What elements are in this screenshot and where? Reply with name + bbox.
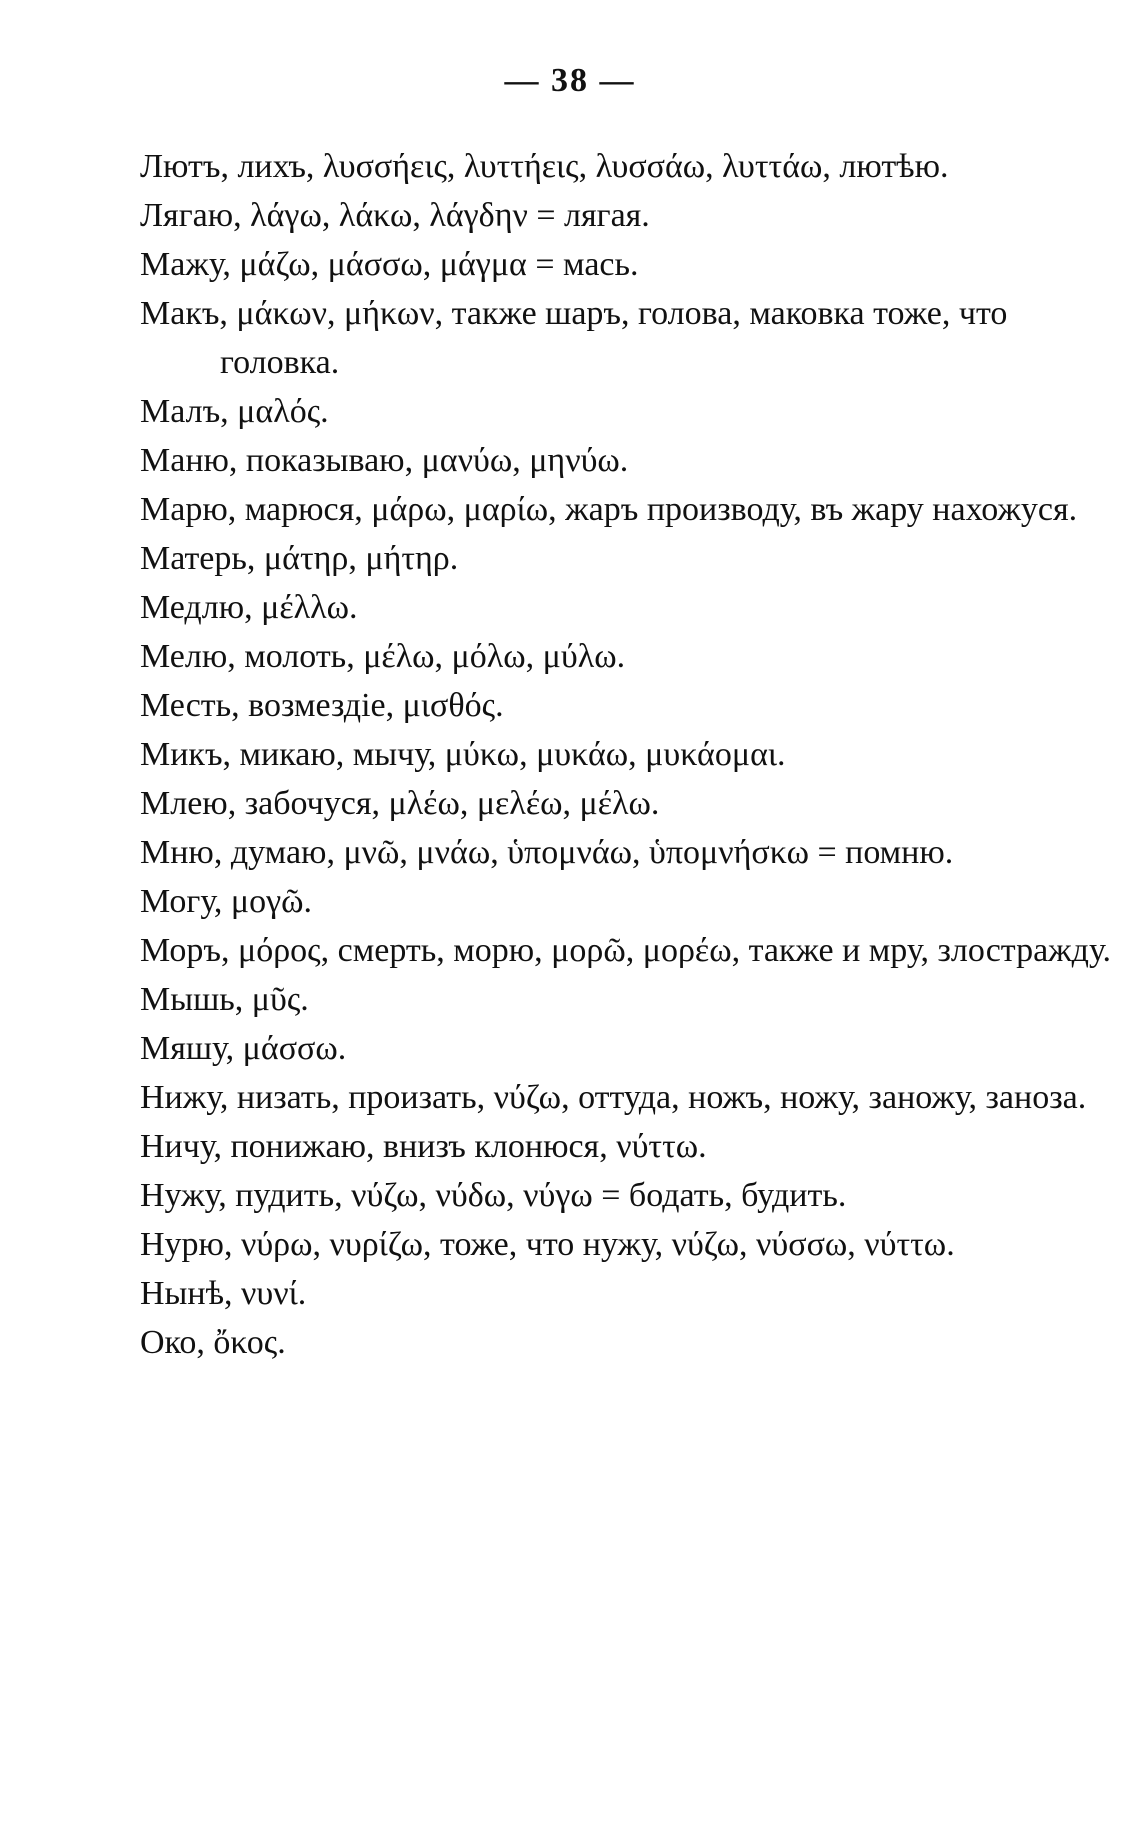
- dictionary-entry: Лягаю, λάγω, λάκω, λάγδην = лягая.: [140, 197, 650, 234]
- dictionary-entry: Нурю, νύρω, νυρίζω, тоже, что нужу, νύζω, νύσσω, νύττω.: [140, 1226, 955, 1263]
- dictionary-entries: [140, 142, 1130, 1367]
- dictionary-entry: Марю, марюся, μάρω, μαρίω, жаръ производу, въ жару нахожуся.: [140, 491, 1078, 528]
- dictionary-entry: Малъ, μαλός.: [140, 393, 329, 430]
- dictionary-entry: Маню, показываю, μανύω, μηνύω.: [140, 442, 629, 479]
- dictionary-entry: Макъ, μάκων, μήκων, также шаръ, голова, маковка тоже, что головка.: [140, 295, 1008, 381]
- dictionary-entry: Медлю, μέλλω.: [140, 589, 358, 626]
- dictionary-entry: Млею, забочуся, μλέω, μελέω, μέλω.: [140, 785, 660, 822]
- dictionary-entry: Мелю, молоть, μέλω, μόλω, μύλω.: [140, 638, 626, 675]
- dictionary-entry: Око, ὄκος.: [140, 1324, 286, 1361]
- dictionary-entry: Месть, возмездіе, μισθός.: [140, 687, 504, 724]
- page-number: — 38 —: [504, 62, 636, 99]
- dictionary-entry: Могу, μογῶ.: [140, 883, 313, 920]
- dictionary-entry: Нужу, пудить, νύζω, νύδω, νύγω = бодать, будить.: [140, 1177, 847, 1214]
- dictionary-entry: Мышь, μῦς.: [140, 981, 309, 1018]
- dictionary-entry: Ничу, понижаю, внизъ клонюся, νύττω.: [140, 1128, 707, 1165]
- dictionary-entry: Мажу, μάζω, μάσσω, μάγμα = мась.: [140, 246, 639, 283]
- dictionary-entry: Моръ, μόρος, смерть, морю, μορῶ, μορέω, также и мру, злостражду.: [140, 932, 1112, 969]
- dictionary-entry: Нынѣ, νυνί.: [140, 1275, 307, 1312]
- dictionary-entry: Нижу, низать, произать, νύζω, оттуда, ножъ, ножу, заножу, заноза.: [140, 1079, 1087, 1116]
- dictionary-entry: Микъ, микаю, мычу, μύκω, μυκάω, μυκάομαι.: [140, 736, 786, 773]
- dictionary-entry: Матерь, μάτηρ, μήτηρ.: [140, 540, 459, 577]
- dictionary-entry: Мяшу, μάσσω.: [140, 1030, 347, 1067]
- dictionary-entry: Мню, думаю, μνῶ, μνάω, ὑπομνάω, ὑπομνήσκω = помню.: [140, 834, 954, 871]
- dictionary-entry: Лютъ, лихъ, λυσσήεις, λυττήεις, λυσσάω, λυττάω, лютѣю.: [140, 148, 949, 185]
